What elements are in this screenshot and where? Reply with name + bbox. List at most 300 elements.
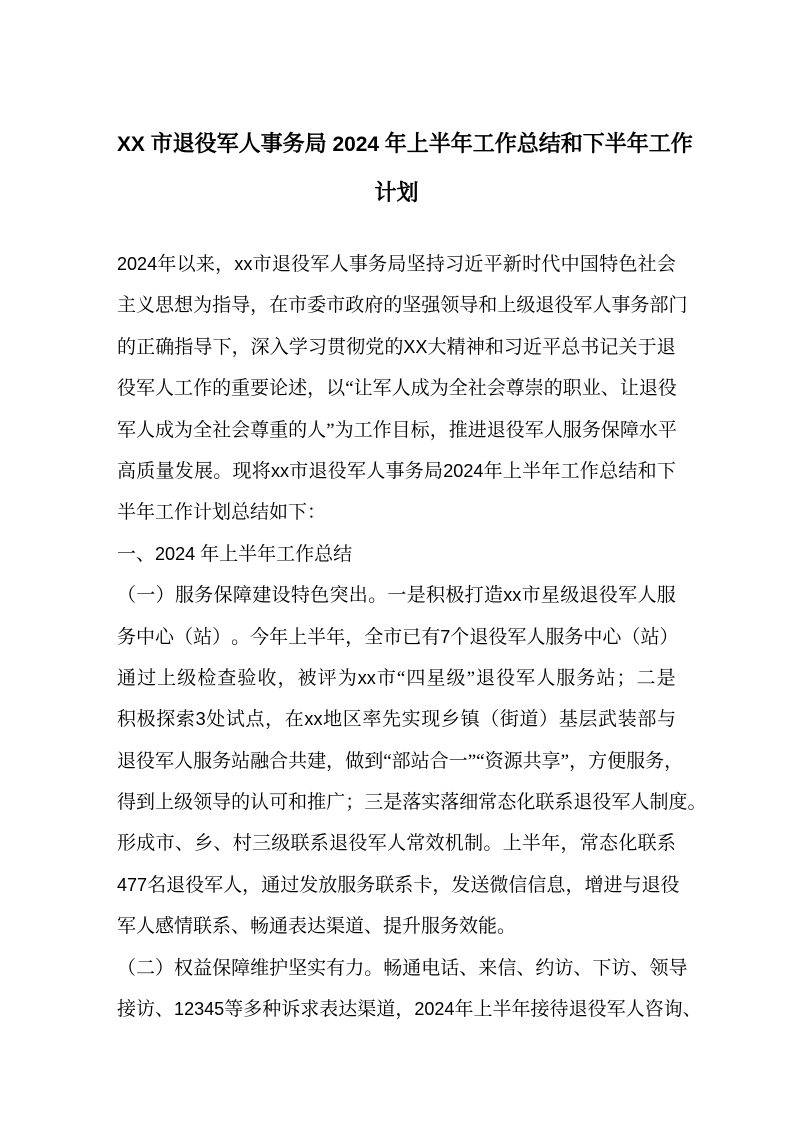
text-token: 时 (522, 254, 542, 275)
text-token: 军 (204, 874, 224, 896)
text-token: 业 (581, 378, 601, 400)
text-token: 畅 (383, 957, 403, 979)
text-token: xx (234, 254, 253, 274)
text-token: 和 (637, 460, 657, 482)
text-token: 2024 (155, 543, 201, 564)
text-token: 点 (245, 709, 265, 731)
text-token: 2024 (443, 460, 484, 481)
text-token: 三 (364, 792, 384, 814)
text-token: 、 (600, 378, 620, 400)
text-token: 和 (484, 336, 504, 358)
text-token: “ (345, 378, 354, 400)
text-token: 四 (406, 667, 426, 689)
text-token: 。 (231, 626, 251, 648)
text-token: 军 (155, 750, 175, 772)
text-token: 求 (300, 999, 320, 1021)
text-token: 结 (618, 460, 638, 482)
text-token: 信 (497, 957, 517, 979)
text-token: 设 (271, 585, 291, 607)
text-token: 资 (484, 750, 504, 772)
text-token: ， (395, 999, 415, 1021)
text-token: 有 (326, 957, 346, 979)
text-token: 务 (404, 460, 424, 482)
text-token: 站 (596, 667, 616, 689)
text-token: （ (621, 626, 641, 648)
text-token: 确 (155, 336, 175, 358)
text-token: （ (117, 957, 137, 979)
text-token: 标 (410, 419, 430, 441)
text-token: 年 (483, 460, 503, 482)
text-line (117, 244, 676, 285)
text-line (117, 865, 680, 906)
text-token: 访 (554, 957, 574, 979)
text-token: 率 (362, 709, 382, 731)
text-token: 系 (656, 833, 676, 855)
text-token: 信 (527, 874, 547, 896)
text-token: 社 (467, 378, 487, 400)
text-token: 已 (402, 626, 422, 648)
text-token: 益 (193, 957, 213, 979)
text-token: 役 (488, 626, 508, 648)
text-token: 务 (576, 667, 596, 689)
text-token: 477 (117, 874, 148, 895)
text-token: 役 (136, 750, 156, 772)
text-token: 、 (459, 957, 479, 979)
text-token: 常 (406, 833, 426, 855)
text-token: 到 (364, 750, 384, 772)
text-token: 的 (231, 792, 251, 814)
text-token: 退 (469, 626, 489, 648)
text-token: 习 (445, 254, 465, 275)
text-token: 是 (656, 667, 676, 689)
text-token: 微 (489, 874, 509, 896)
text-token: 成 (410, 378, 430, 400)
text-token: 量 (155, 460, 175, 482)
text-token: “ (396, 667, 406, 689)
text-token: 将 (251, 460, 271, 482)
text-token: （ (480, 709, 500, 731)
text-token: ， (265, 709, 285, 731)
text-token: 站 (193, 626, 213, 648)
text-token: 级 (174, 792, 194, 814)
text-token: 中 (583, 626, 603, 648)
text-token: （ (174, 626, 194, 648)
text-token: 党 (365, 336, 385, 358)
text-token: 、 (213, 833, 233, 855)
text-token: 享 (541, 750, 561, 772)
text-token: 询 (663, 999, 683, 1021)
text-token: 的 (117, 336, 137, 358)
text-token: 电 (421, 957, 441, 979)
text-token: 关 (618, 336, 638, 358)
text-token: 一 (136, 585, 156, 607)
text-token: 服 (337, 874, 357, 896)
text-token: 军 (524, 419, 544, 441)
text-token: 述 (288, 378, 308, 400)
text-token: 让 (619, 378, 639, 400)
text-token: ” (466, 667, 475, 689)
text-token: 人 (630, 792, 650, 814)
text-token: 人 (136, 419, 156, 441)
text-token: ） (539, 709, 559, 731)
text-token: 军 (347, 460, 367, 482)
text-token: 退 (641, 874, 661, 896)
text-token: 级 (177, 667, 197, 689)
text-token: 军 (507, 626, 527, 648)
text-token: 查 (217, 667, 237, 689)
text-line (117, 327, 676, 368)
text-token: 坚 (402, 295, 422, 317)
text-token: 处 (206, 709, 226, 731)
text-token: 站 (410, 750, 430, 772)
text-token: 人 (526, 626, 546, 648)
text-token: ） (155, 957, 175, 979)
text-token: 障 (232, 585, 252, 607)
text-token: 记 (599, 336, 619, 358)
text-token: 度 (668, 792, 688, 814)
document-title-line: XX 市退役军人事务局 2024 年上半年工作总结和下半年工作 (117, 131, 693, 156)
text-token: 来 (195, 254, 215, 275)
text-token: ” (560, 750, 570, 772)
text-token: 待 (549, 999, 569, 1021)
text-line (117, 617, 679, 658)
text-token: 装 (617, 709, 637, 731)
text-line (117, 368, 676, 409)
text-token: 市 (376, 667, 396, 689)
text-token: 工 (353, 419, 373, 441)
text-token: 心 (155, 626, 175, 648)
text-token: 成 (136, 833, 156, 855)
text-token: 极 (445, 585, 465, 607)
text-token: 军 (372, 378, 392, 400)
text-token: 等 (224, 999, 244, 1021)
text-token: 在 (269, 295, 289, 317)
text-token: 一 (448, 750, 468, 772)
text-token: 想 (174, 295, 194, 317)
text-token: 先 (382, 709, 402, 731)
text-token: 退 (166, 874, 186, 896)
text-token: 役 (496, 667, 516, 689)
text-token: 2024 (414, 999, 455, 1020)
text-token: ， (560, 833, 580, 855)
text-token: 代 (541, 254, 561, 275)
text-token: 卡 (413, 874, 433, 896)
text-token: 习 (503, 336, 523, 358)
text-token: 社 (212, 419, 232, 441)
text-token: 试 (225, 709, 245, 731)
document-body (117, 244, 707, 1030)
text-token: 退 (579, 585, 599, 607)
text-line (117, 948, 688, 989)
text-token: 中 (136, 626, 156, 648)
text-token: 服 (626, 750, 646, 772)
text-token: 要 (250, 378, 270, 400)
text-token: 尊 (250, 419, 270, 441)
text-token: 道 (519, 709, 539, 731)
text-token: 役 (291, 254, 311, 275)
text-token: 役 (660, 874, 680, 896)
text-token: 职 (562, 378, 582, 400)
text-token: 退 (329, 833, 349, 855)
text-token: XX (117, 133, 151, 156)
text-token: 接 (530, 999, 550, 1021)
text-token: ， (231, 336, 251, 358)
text-token: xx (271, 460, 290, 481)
text-token: 访 (136, 999, 156, 1021)
text-token: 服 (174, 585, 194, 607)
text-token: 放 (318, 874, 338, 896)
text-token: 合 (269, 750, 289, 772)
text-token: 役 (348, 833, 368, 855)
text-token: 制 (649, 792, 669, 814)
text-token: 道 (376, 999, 396, 1021)
text-token: 退 (271, 254, 291, 275)
text-token: 机 (444, 833, 464, 855)
text-token: 退 (117, 750, 137, 772)
text-token: 有 (421, 626, 441, 648)
text-token: 退 (486, 419, 506, 441)
text-token: 2024 (117, 254, 158, 274)
text-token: 进 (467, 419, 487, 441)
text-token: 站 (231, 750, 251, 772)
text-line: 一、2024 年上半年工作总结 (117, 543, 353, 565)
text-line: 军人感情联系、畅通表达渠道、提升服务效能。 (117, 916, 517, 938)
text-token: 务 (630, 295, 650, 317)
text-token: 军 (117, 419, 137, 441)
text-token: 保 (600, 419, 620, 441)
text-line (117, 989, 702, 1030)
text-token: 持 (425, 254, 445, 275)
text-token: 市 (155, 833, 175, 855)
text-token: ， (429, 419, 449, 441)
text-token: 领 (193, 792, 213, 814)
text-token: 过 (280, 874, 300, 896)
text-token: 心 (602, 626, 622, 648)
text-token: 细 (459, 792, 479, 814)
text-token: 造 (483, 585, 503, 607)
text-token: 化 (618, 833, 638, 855)
text-token: 全 (448, 378, 468, 400)
text-token: 制 (464, 833, 484, 855)
text-token: 平 (542, 336, 562, 358)
text-token: 积 (117, 709, 137, 731)
text-token: 评 (317, 667, 337, 689)
text-token: 街 (499, 709, 519, 731)
text-token: 正 (136, 336, 156, 358)
text-token: 下 (592, 957, 612, 979)
text-token: 为 (429, 378, 449, 400)
text-token: 全 (193, 419, 213, 441)
text-token: 常 (579, 833, 599, 855)
text-token: ， (307, 378, 327, 400)
document-title-line: 计划 (374, 180, 419, 205)
document-title (117, 119, 693, 217)
text-token: 市 (289, 460, 309, 482)
text-token: 方 (588, 750, 608, 772)
text-token: 总 (599, 460, 619, 482)
text-token: 区 (342, 709, 362, 731)
text-token: 上 (502, 833, 522, 855)
text-token: 务 (356, 874, 376, 896)
text-token: 服 (556, 667, 576, 689)
text-token: 融 (250, 750, 270, 772)
text-token: 退 (535, 295, 555, 317)
text-token: 通 (117, 667, 137, 689)
text-token: 军 (573, 295, 593, 317)
text-token: 特 (599, 254, 619, 275)
text-token: 军 (611, 792, 631, 814)
text-token: ） (659, 626, 679, 648)
text-token: 人 (155, 378, 175, 400)
text-token: 深 (250, 336, 270, 358)
text-token: 服 (193, 750, 213, 772)
text-token: 精 (446, 336, 466, 358)
text-token: 上 (157, 667, 177, 689)
text-token: ， (432, 874, 452, 896)
text-token: 役 (185, 874, 205, 896)
text-token: 权 (174, 957, 194, 979)
text-token: 论 (269, 378, 289, 400)
text-token: 为 (193, 295, 213, 317)
text-token: 退 (568, 999, 588, 1021)
text-token: 尊 (505, 378, 525, 400)
text-token: 军 (606, 999, 626, 1021)
text-line (117, 699, 676, 740)
text-token: 个 (450, 626, 470, 648)
text-token: 进 (603, 874, 623, 896)
text-token: 落 (402, 792, 422, 814)
text-token: 年 (157, 254, 177, 275)
text-token: 役 (587, 999, 607, 1021)
text-token: 出 (348, 585, 368, 607)
text-token: 事 (611, 295, 631, 317)
text-token: 护 (269, 957, 289, 979)
text-token: 的 (383, 295, 403, 317)
text-token: 市 (252, 254, 272, 275)
text-token: 工 (560, 460, 580, 482)
text-token: 力 (345, 957, 365, 979)
text-token: 系 (394, 874, 414, 896)
text-token: 上 (473, 999, 493, 1021)
text-token: 到 (136, 792, 156, 814)
text-token: 质 (136, 460, 156, 482)
text-token: 村 (232, 833, 252, 855)
text-token: 广 (326, 792, 346, 814)
text-token: 事 (385, 460, 405, 482)
text-token: 导 (212, 792, 232, 814)
text-token: 是 (406, 585, 426, 607)
text-token: 作 (372, 419, 392, 441)
text-token: 实 (307, 957, 327, 979)
text-token: 坚 (406, 254, 426, 275)
text-token: 保 (212, 957, 232, 979)
text-token: 验 (237, 667, 257, 689)
text-token: 平 (483, 254, 503, 275)
text-token: 大 (427, 336, 447, 358)
text-token: 人 (536, 667, 556, 689)
text-token: 得 (117, 792, 137, 814)
text-token: 年 (541, 833, 561, 855)
text-token: 年 (269, 626, 289, 648)
text-token: 年 (454, 999, 474, 1021)
text-token: 色 (618, 254, 638, 275)
text-token: （ (117, 585, 137, 607)
text-token: 合 (429, 750, 449, 772)
text-token: 下 (656, 460, 676, 482)
text-token: 半 (522, 460, 542, 482)
text-token: 上 (288, 626, 308, 648)
text-token: 与 (656, 709, 676, 731)
text-token: 突 (329, 585, 349, 607)
text-token: ， (215, 254, 235, 275)
text-token: 让 (353, 378, 373, 400)
text-line (117, 658, 676, 699)
text-token: 局 (424, 460, 444, 482)
text-token: 半 (492, 999, 512, 1021)
text-token: 态 (599, 833, 619, 855)
text-token: 的 (543, 378, 563, 400)
text-token: 指 (212, 295, 232, 317)
text-token: 做 (345, 750, 365, 772)
text-token: 和 (478, 295, 498, 317)
text-token: 门 (668, 295, 688, 317)
text-token: ） (212, 626, 232, 648)
text-token: 在 (284, 709, 304, 731)
text-token: 发 (299, 874, 319, 896)
text-token: 导 (459, 295, 479, 317)
text-token: 通 (261, 874, 281, 896)
text-token: 新 (502, 254, 522, 275)
text-token: 乡 (194, 833, 214, 855)
text-token: 部 (649, 295, 669, 317)
text-token: 与 (622, 874, 642, 896)
text-token: 层 (578, 709, 598, 731)
text-token: 、 (174, 833, 194, 855)
text-token: 目 (391, 419, 411, 441)
text-token: 推 (307, 792, 327, 814)
text-token: 来 (478, 957, 498, 979)
text-token: xx (357, 667, 376, 688)
text-token: 现 (232, 460, 252, 482)
text-token: 送 (470, 874, 490, 896)
text-token: 、 (573, 957, 593, 979)
text-token: 、 (516, 957, 536, 979)
text-token: xx (503, 585, 522, 606)
text-token: 形 (117, 833, 137, 855)
text-token: 近 (523, 336, 543, 358)
text-token: 书 (580, 336, 600, 358)
text-token: ， (242, 874, 262, 896)
text-token: 人 (386, 833, 406, 855)
text-token: 市 (521, 585, 541, 607)
text-token: 地 (323, 709, 343, 731)
document-content (117, 0, 707, 1030)
text-token: 务 (645, 750, 665, 772)
text-token: 。 (368, 585, 388, 607)
text-token: 役 (117, 378, 137, 400)
text-token: 导 (193, 336, 213, 358)
text-token: 军 (136, 378, 156, 400)
text-token: 平 (657, 419, 677, 441)
text-token: 服 (545, 626, 565, 648)
text-token: 务 (564, 626, 584, 648)
text-token: 导 (668, 957, 688, 979)
text-token: 信 (508, 874, 528, 896)
text-token: 退 (308, 460, 328, 482)
text-token: ” (467, 750, 477, 772)
text-token: ） (155, 585, 175, 607)
text-token: 事 (348, 254, 368, 275)
